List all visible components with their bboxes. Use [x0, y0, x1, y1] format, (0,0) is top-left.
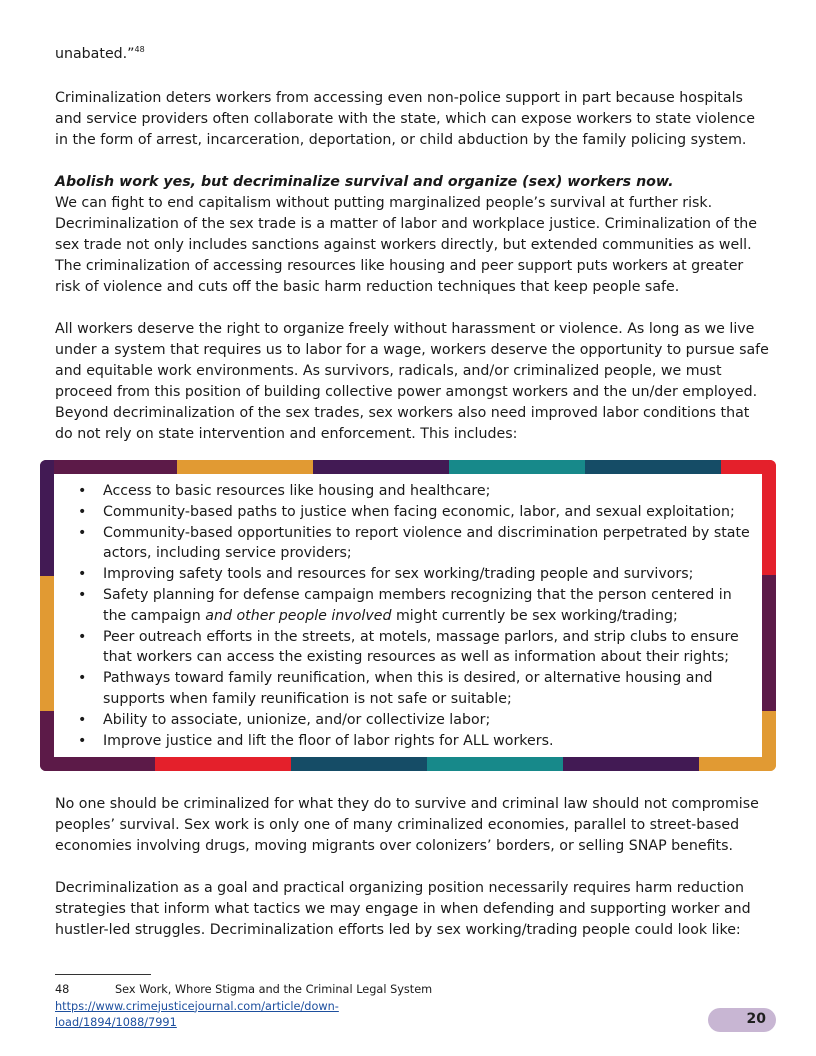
bullet-icon: •	[78, 503, 87, 520]
footnote-number: 48	[55, 983, 70, 996]
frame-segment	[762, 460, 776, 576]
paragraph-harm-reduction: Decriminalization as a goal and practical organizing position necessarily requires harm reduction strategies that inform what tactics we may engage in when defending and supporting worker and hustler-led struggles. Decriminalization efforts led by sex working/trading people could look like:	[55, 880, 751, 938]
frame-segment	[563, 757, 700, 771]
list-item: • Safety planning for defense campaign members recognizing that the person centered in the campaign and other people involved might currently be sex working/trading;	[78, 586, 732, 624]
list-item: • Peer outreach efforts in the streets, at motels, massage parlors, and strip clubs to ensure that workers can access the existing resources as well as information about their rights;	[78, 628, 739, 666]
frame-segment	[40, 460, 178, 474]
footnote-ref: 48	[134, 45, 145, 54]
bullet-icon: •	[78, 483, 87, 499]
list-item: • Pathways toward family reunification, when this is desired, or alternative housing and supports when family reunification is not safe or suitable;	[78, 670, 713, 707]
bullet-icon: •	[78, 524, 87, 541]
requirements-list	[78, 481, 758, 751]
frame-segment	[40, 757, 156, 771]
footnote	[55, 982, 705, 1032]
frame-segment	[177, 460, 314, 474]
paragraph-decriminalize: We can fight to end capitalism without putting marginalized people’s survival at further risk. Decriminalization of the sex trade is a matter of labor and workplace justice. Criminalization of the sex trade not only includes sanctions against workers directly, but extended communities as well. The criminalization of accessing resources like housing and peer support puts workers at greater risk of violence and cuts off the basic harm reduction techniques that keep people safe.	[55, 195, 757, 295]
frame-segment	[699, 757, 776, 771]
frame-segment	[427, 757, 564, 771]
section-abolish-work	[55, 172, 770, 298]
bullet-icon: •	[78, 670, 87, 687]
list-item: • Community-based opportunities to report violence and discrimination perpetrated by state actors, including service providers;	[78, 524, 750, 562]
list-item: • Access to basic resources like housing and healthcare;	[78, 481, 758, 502]
list-item: • Improving safety tools and resources for sex working/trading people and survivors;	[78, 564, 758, 585]
frame-segment	[40, 460, 54, 577]
footnote-link[interactable]: https://www.crimejusticejournal.com/article/down- load/1894/1088/7991	[55, 999, 339, 1029]
bullet-icon: •	[78, 711, 87, 728]
bullet-icon: •	[78, 566, 87, 583]
paragraph-fragment: unabated.”$^{48}$	[55, 45, 145, 62]
paragraph-organize: All workers deserve the right to organize freely without harassment or violence. As long as we live under a system that requires us to labor for a wage, workers deserve the opportunity to pursue safe and equitable work environments. As survivors, radicals, and/or criminalized people, we must proceed from this position of building collective power amongst workers and the un/der employed. Beyond decriminalization of the sex trades, sex workers also need improved labor conditions that do not rely on state intervention and enforcement. This includes:	[55, 321, 769, 442]
frame-segment	[313, 460, 450, 474]
bullet-icon: •	[78, 628, 87, 645]
paragraph-criminalization: Criminalization deters workers from accessing even non-police support in part because hospitals and service providers often collaborate with the state, which can expose workers to state violence in the form of arrest, incarceration, deportation, or child abduction by the family policing system.	[55, 90, 755, 148]
frame-segment	[40, 711, 54, 771]
frame-segment	[449, 460, 586, 474]
page-number-badge	[708, 1008, 776, 1032]
list-item: • Ability to associate, unionize, and/or collectivize labor;	[78, 710, 758, 731]
frame-segment	[762, 575, 776, 712]
list-item: • Community-based paths to justice when facing economic, labor, and sexual exploitation;	[78, 502, 758, 523]
emphasis: and other people involved	[205, 607, 392, 624]
paragraph-survival: No one should be criminalized for what they do to survive and criminal law should not compromise peoples’ survival. Sex work is only one of many criminalized economies, parallel to street-based economies involving drugs, moving migrants over colonizers’ borders, or selling SNAP benefits.	[55, 796, 759, 854]
bullet-icon: •	[78, 586, 87, 603]
section-heading: Abolish work yes, but decriminalize survival and organize (sex) workers now.	[55, 174, 674, 190]
bullet-icon: •	[78, 732, 87, 749]
footnote-text: Sex Work, Whore Stigma and the Criminal Legal System	[115, 983, 433, 996]
frame-segment	[585, 460, 722, 474]
page-number: 20	[746, 1011, 766, 1027]
list-item: • Improve justice and lift the floor of labor rights for ALL workers.	[78, 731, 758, 752]
frame-segment	[40, 576, 54, 712]
footnote-divider	[55, 974, 151, 975]
frame-segment	[291, 757, 428, 771]
frame-segment	[155, 757, 292, 771]
